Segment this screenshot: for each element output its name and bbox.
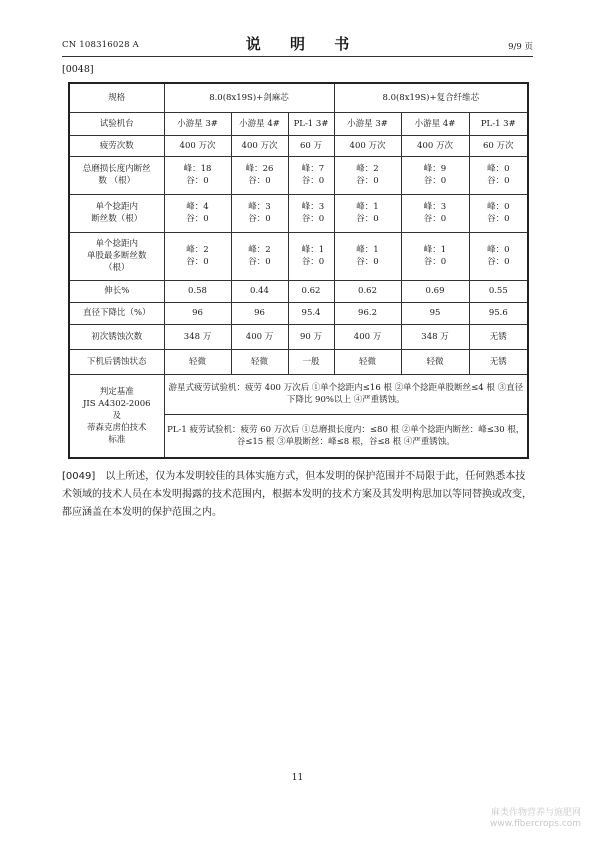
- valley-value: 谷：0: [423, 257, 447, 267]
- peak-valley-cell: [334, 194, 401, 232]
- label-line: JIS A4302-2006: [82, 398, 151, 409]
- peak-valley-cell: [334, 232, 401, 280]
- table-cell: 无锈: [469, 349, 528, 374]
- paragraph-0049: [0049] 以上所述，仅为本发明较佳的具体实施方式，但本发明的保护范围并不局限于此，任何熟悉本技术领域的技术人员在本发明揭露的技术范围内，根据本发明的技术方案及其发明构思加以等同替换或改变，都应涵盖在本发明的保护范围之内。: [62, 471, 532, 518]
- paragraph-number-0048: [0048]: [62, 64, 94, 75]
- table-cell: 400 万次: [231, 135, 288, 156]
- table-cell: 0.62: [334, 280, 401, 302]
- table-cell: 90 万: [288, 324, 334, 349]
- table-cell: 95: [401, 302, 469, 324]
- table-cell: 轻微: [231, 349, 288, 374]
- peak-value: 峰：1: [356, 202, 379, 212]
- table-cell: 400 万次: [334, 135, 401, 156]
- table-row: [69, 349, 528, 374]
- peak-valley-cell: [401, 232, 469, 280]
- peak-valley-cell: [334, 156, 401, 194]
- table-cell: 轻微: [401, 349, 469, 374]
- valley-value: 谷：0: [423, 176, 447, 186]
- table-cell: 一般: [288, 349, 334, 374]
- page-header: [62, 32, 533, 57]
- peak-value: 峰：4: [186, 202, 209, 212]
- valley-value: 谷：0: [301, 214, 325, 224]
- table-cell: PL-1 3#: [469, 112, 528, 135]
- peak-value: 峰：2: [186, 245, 209, 255]
- table-row: [69, 302, 528, 324]
- label-line: 单个捻距内: [95, 202, 138, 212]
- peak-value: 峰：0: [487, 164, 510, 174]
- valley-value: 谷：0: [186, 214, 209, 224]
- label-line: 总磨损长度内断丝: [82, 164, 151, 174]
- valley-value: 谷：0: [301, 257, 325, 267]
- table-row: [69, 374, 528, 414]
- peak-value: 峰：2: [356, 164, 379, 174]
- valley-value: 谷：0: [487, 257, 510, 267]
- row-label: 伸长%: [69, 280, 164, 302]
- row-label: [69, 232, 164, 280]
- table-cell: 400 万: [334, 324, 401, 349]
- valley-value: 谷：0: [487, 176, 510, 186]
- table-cell: 0.55: [469, 280, 528, 302]
- table-cell: 60 万: [288, 135, 334, 156]
- peak-valley-cell: [469, 194, 528, 232]
- valley-value: 谷：0: [356, 176, 379, 186]
- patent-number: CN 108316028 A: [62, 40, 139, 50]
- row-label: 疲劳次数: [69, 135, 164, 156]
- group-header-composite: 8.0(8x19S)+复合纤维芯: [334, 83, 528, 112]
- table-cell: 400 万: [231, 324, 288, 349]
- row-label: 初次锈蚀次数: [69, 324, 164, 349]
- peak-valley-cell: [164, 232, 231, 280]
- peak-value: 峰：26: [245, 164, 274, 174]
- row-label: [69, 156, 164, 194]
- row-label: 试验机台: [69, 112, 164, 135]
- peak-value: 峰：1: [423, 245, 447, 255]
- peak-valley-cell: [469, 232, 528, 280]
- table-cell: 95.6: [469, 302, 528, 324]
- peak-valley-cell: [401, 194, 469, 232]
- table-cell: 0.62: [288, 280, 334, 302]
- table-row: [69, 156, 528, 194]
- label-line: 标准: [108, 434, 126, 445]
- test-results-table: [68, 82, 529, 459]
- page-title: 说 明 书: [245, 35, 362, 53]
- peak-valley-cell: [288, 194, 334, 232]
- peak-value: 峰：0: [487, 245, 510, 255]
- table-cell: 96.2: [334, 302, 401, 324]
- table-cell: 小游星 3#: [334, 112, 401, 135]
- label-line: 数 （根）: [98, 176, 136, 186]
- peak-value: 峰：3: [423, 202, 447, 212]
- table-row: [69, 83, 528, 112]
- table-cell: 60 万次: [469, 135, 528, 156]
- table-row: [69, 135, 528, 156]
- peak-value: 峰：7: [301, 164, 325, 174]
- valley-value: 谷：0: [248, 257, 271, 267]
- row-label: 直径下降比（%）: [69, 302, 164, 324]
- group-header-sisal: 8.0(8x19S)+剑麻芯: [164, 83, 334, 112]
- valley-value: 谷：0: [248, 176, 271, 186]
- peak-valley-cell: [288, 232, 334, 280]
- table-cell: 400 万次: [401, 135, 469, 156]
- table-cell: 348 万: [401, 324, 469, 349]
- valley-value: 谷：0: [487, 214, 510, 224]
- label-line: 断丝数（根）: [91, 214, 143, 224]
- peak-value: 峰：18: [183, 164, 212, 174]
- criteria-label: [69, 374, 164, 458]
- peak-value: 峰：9: [423, 164, 447, 174]
- table-row: [69, 280, 528, 302]
- criteria-note-planetary: 游星式疲劳试验机：疲劳 400 万次后 ①单个捻距内≤16 根 ②单个捻距单股断丝≤4 根 ③直径下降比 90%以上 ④严重锈蚀。: [164, 374, 528, 414]
- table-cell: 0.58: [164, 280, 231, 302]
- valley-value: 谷：0: [356, 257, 379, 267]
- page-number: 11: [291, 773, 304, 783]
- row-label: 下机后锈蚀状态: [69, 349, 164, 374]
- peak-valley-cell: [231, 156, 288, 194]
- label-line: 单股最多断丝数: [86, 251, 147, 261]
- spec-header: 规格: [69, 83, 164, 112]
- table-cell: 轻微: [164, 349, 231, 374]
- peak-value: 峰：1: [301, 245, 325, 255]
- peak-valley-cell: [469, 156, 528, 194]
- table-cell: 0.69: [401, 280, 469, 302]
- label-line: 单个捻距内: [95, 239, 138, 249]
- peak-valley-cell: [164, 194, 231, 232]
- valley-value: 谷：0: [356, 214, 379, 224]
- peak-value: 峰：1: [356, 245, 379, 255]
- peak-valley-cell: [231, 232, 288, 280]
- valley-value: 谷：0: [248, 214, 271, 224]
- table-row: [69, 324, 528, 349]
- peak-valley-cell: [164, 156, 231, 194]
- peak-value: 峰：0: [487, 202, 510, 212]
- row-label: [69, 194, 164, 232]
- table-row: [69, 232, 528, 280]
- watermark-line: www.fibercrops.com: [490, 819, 581, 829]
- valley-value: 谷：0: [186, 257, 209, 267]
- page-fraction: 9/9 页: [508, 42, 533, 52]
- table-cell: PL-1 3#: [288, 112, 334, 135]
- table-cell: 348 万: [164, 324, 231, 349]
- peak-valley-cell: [231, 194, 288, 232]
- valley-value: 谷：0: [423, 214, 447, 224]
- table-cell: 轻微: [334, 349, 401, 374]
- peak-valley-cell: [288, 156, 334, 194]
- watermark-line: 麻类作物营养与施肥网: [490, 808, 581, 818]
- table-row: [69, 194, 528, 232]
- valley-value: 谷：0: [301, 176, 325, 186]
- site-watermark: [490, 808, 581, 830]
- table-cell: 小游星 4#: [231, 112, 288, 135]
- table-cell: 小游星 3#: [164, 112, 231, 135]
- valley-value: 谷：0: [186, 176, 209, 186]
- table-cell: 400 万次: [164, 135, 231, 156]
- table-cell: 小游星 4#: [401, 112, 469, 135]
- peak-value: 峰：3: [248, 202, 271, 212]
- criteria-note-pl1: PL-1 疲劳试验机：疲劳 60 万次后 ①总磨损长度内：≤80 根 ②单个捻距内断丝：峰≤30 根，谷≤15 根 ③单股断丝：峰≤8 根，谷≤8 根 ④严重锈蚀。: [164, 414, 528, 458]
- label-line: （根）: [103, 263, 130, 273]
- table-cell: 96: [164, 302, 231, 324]
- table-cell: 无锈: [469, 324, 528, 349]
- peak-value: 峰：2: [248, 245, 271, 255]
- peak-value: 峰：3: [301, 202, 325, 212]
- table-cell: 96: [231, 302, 288, 324]
- table-row: [69, 112, 528, 135]
- peak-valley-cell: [401, 156, 469, 194]
- table-cell: 95.4: [288, 302, 334, 324]
- label-line: 及: [112, 410, 121, 421]
- label-line: 判定基准: [99, 386, 134, 397]
- table-cell: 0.44: [231, 280, 288, 302]
- label-line: 蒂森克虏伯技术: [86, 422, 147, 433]
